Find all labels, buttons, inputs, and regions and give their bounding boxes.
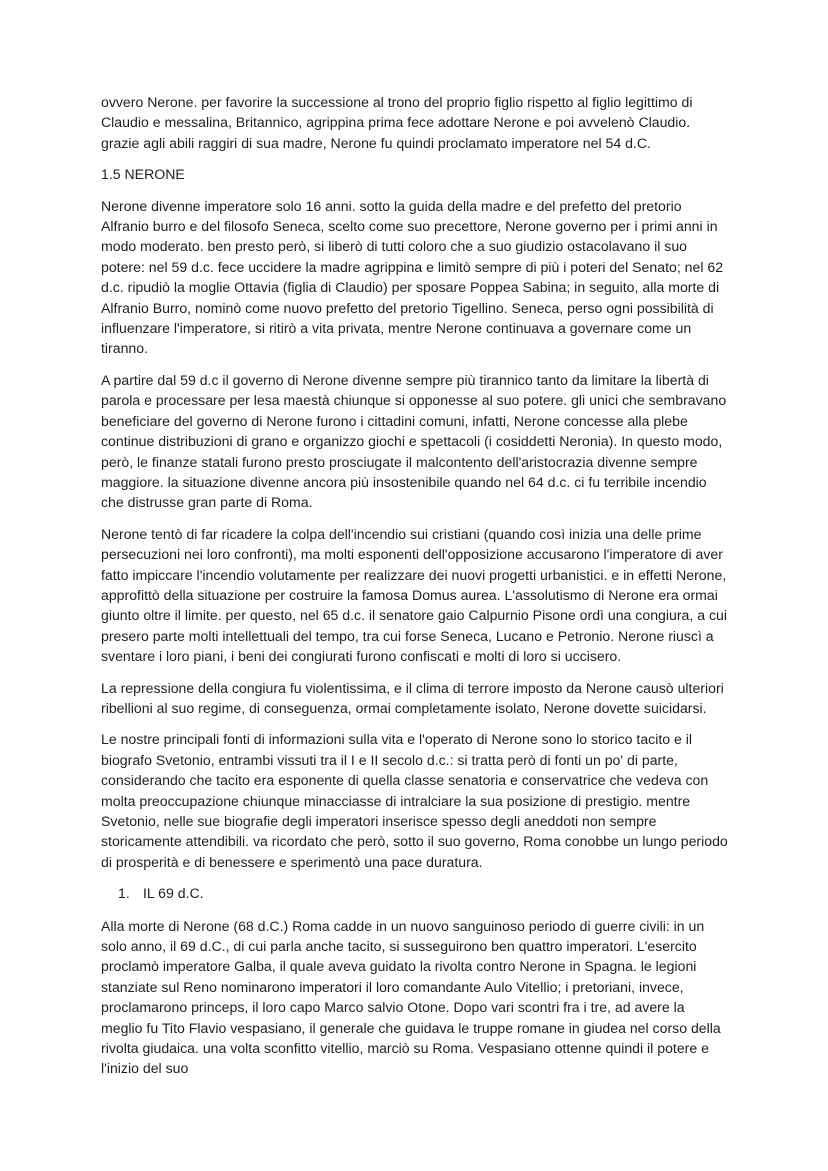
list-heading-text: IL 69 d.C.: [143, 885, 204, 902]
list-number: 1.: [118, 885, 130, 902]
nerone-paragraph-2: A partire dal 59 d.c il governo di Nerone divenne sempre più tirannico tanto da limitare la libertà di parola e processare per lesa maestà chiunque si opponesse al suo potere. gli unici che sembravano beneficiare del governo di Nerone furono i cittadini comuni, infatti, Nerone concesse alla plebe continue distribuzioni di grano e organizzo giochi e spettacoli (i cosiddetti Neronia). In questo modo, però, le finanze statali furono presto prosciugate il malcontento dell'aristocrazia divenne sempre maggiore. la situazione divenne ancora più insostenibile quando nel 64 d.c. ci fu terribile incendio che distrusse gran parte di Roma.: [101, 371, 727, 511]
section-heading-69: [101, 883, 728, 903]
nerone-paragraph-1: Nerone divenne imperatore solo 16 anni. sotto la guida della madre e del prefetto del pretorio Alfranio burro e del filosofo Seneca, scelto come suo precettore, Nerone governo per i primi anni in modo moderato. ben presto però, si liberò di tutti coloro che a suo giudizio ostacolavano il suo potere: nel 59 d.c. fece uccidere la madre agrippina e limitò sempre di più i poteri del Senato; nel 62 d.c. ripudiò la moglie Ottavia (figlia di Claudio) per sposare Poppea Sabina; in seguito, alla morte di Alfranio Burro, nominò come nuovo prefetto del pretorio Tigellino. Seneca, perso ogni possibilità di influenzare l'imperatore, si ritirò a vita privata, mentre Nerone continuava a governare come un tiranno.: [101, 197, 724, 357]
year-69-paragraph: Alla morte di Nerone (68 d.C.) Roma cadde in un nuovo sanguinoso periodo di guerre civili: in un solo anno, il 69 d.C., di cui parla anche tacito, si susseguirono ben quattro imperatori. L'esercito proclamò imperatore Galba, il quale aveva guidato la rivolta contro Nerone in Spagna. le legioni stanziate sul Reno nominarono imperatori il loro comandante Aulo Vitellio; i pretoriani, invece, proclamarono princeps, il loro capo Marco salvio Otone. Dopo vari scontri fra i tre, ad avere la meglio fu Tito Flavio vespasiano, il generale che guidava le truppe romane in giudea nel corso della rivolta giudaica. una volta sconfitto vitellio, marciò su Roma. Vespasiano ottenne quindi il potere e l'inizio del suo: [101, 917, 721, 1077]
nerone-paragraph-3: Nerone tentò di far ricadere la colpa dell'incendio sui cristiani (quando così inizia una delle prime persecuzioni nei loro confronti), ma molti esponenti dell'opposizione accusarono l'imperatore di aver fatto impiccare l'incendio volutamente per realizzare dei nuovi progetti urbanistici. e in effetti Nerone, approfittò della situazione per costruire la famosa Domus aurea. L'assolutismo di Nerone era ormai giunto oltre il limite. per questo, nel 65 d.c. il senatore gaio Calpurnio Pisone ordì una congiura, a cui presero parte molti intellettuali del tempo, tra cui forse Seneca, Lucano e Petronio. Nerone riuscì a sventare i loro piani, i beni dei congiurati furono confiscati e molti di loro si uccisero.: [101, 525, 727, 665]
nerone-paragraph-4: La repressione della congiura fu violentissima, e il clima di terrore imposto da Nerone causò ulteriori ribellioni al suo regime, di conseguenza, ormai completamente isolato, Nerone dovette suicidarsi.: [101, 679, 724, 716]
nerone-paragraph-5: Le nostre principali fonti di informazioni sulla vita e l'operato di Nerone sono lo storico tacito e il biografo Svetonio, entrambi vissuti tra il I e II secolo d.c.: si tratta però di fonti un po' di parte, considerando che tacito era esponente di quella classe senatoria e conservatrice che vedeva con molta preoccupazione chiunque minacciasse di intralciare la sua posizione di prestigio. mentre Svetonio, nelle sue biografie degli imperatori inserisce spesso degli aneddoti non sempre storicamente attendibili. va ricordato che però, sotto il suo governo, Roma conobbe un lungo periodo di prosperità e di benessere e sperimentò una pace duratura.: [101, 731, 728, 870]
section-heading-nerone: 1.5 NERONE: [101, 166, 185, 183]
intro-paragraph: ovvero Nerone. per favorire la successione al trono del proprio figlio rispetto al figlio legittimo di Claudio e messalina, Britannico, agrippina prima fece adottare Nerone e poi avvelenò Claudio. grazie agli abili raggiri di sua madre, Nerone fu quindi proclamato imperatore nel 54 d.C.: [101, 94, 693, 151]
